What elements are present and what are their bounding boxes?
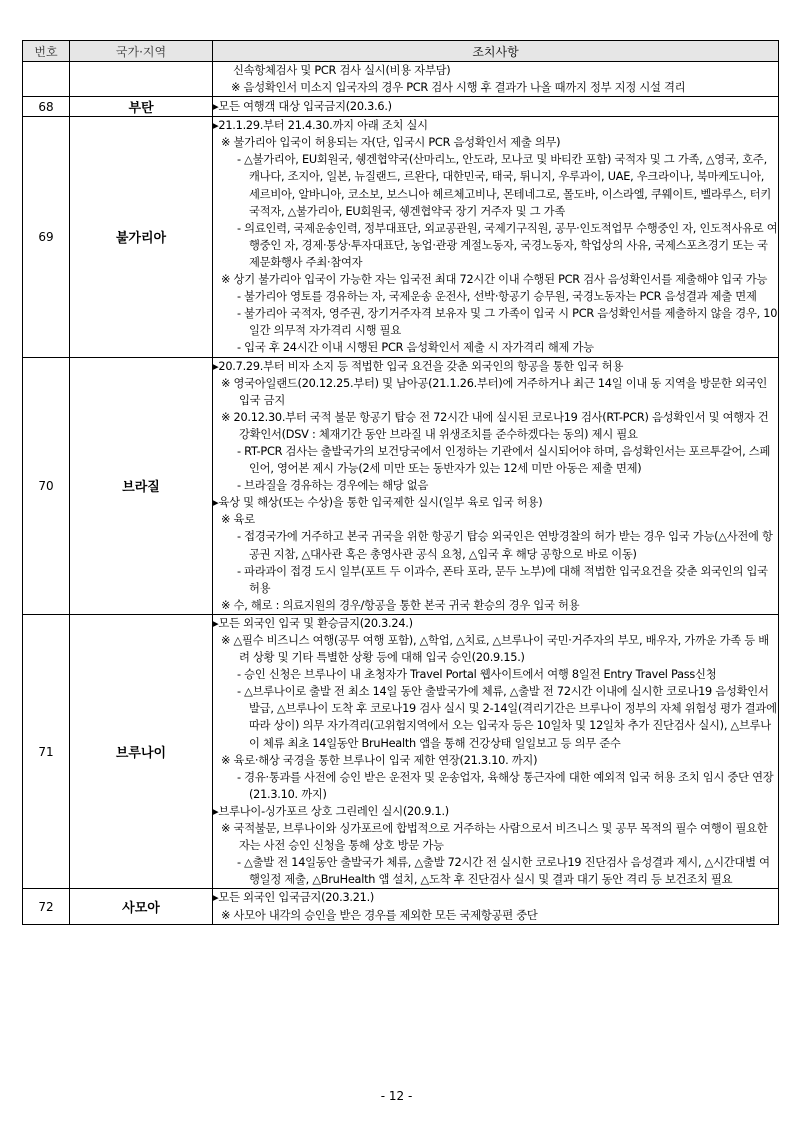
measure-line: ※ 사모아 내각의 승인을 받은 경우를 제외한 모든 국제항공편 중단 bbox=[221, 908, 538, 922]
header-number: 번호 bbox=[23, 41, 70, 62]
row-number: 71 bbox=[23, 614, 70, 889]
measure-line: - 입국 후 24시간 이내 시행된 PCR 음성확인서 제출 시 자가격리 해제 가능 bbox=[237, 341, 594, 355]
measure-line: - 승인 신청은 브루나이 내 초청자가 Travel Portal 웹사이트에서 여행 8일전 Entry Travel Pass신청 bbox=[237, 668, 717, 682]
row-number: 72 bbox=[23, 889, 70, 924]
measure-line: ▸20.7.29.부터 비자 소지 등 적법한 입국 요건을 갖춘 외국인의 항공을 통한 입국 허용 bbox=[213, 359, 624, 373]
table-row bbox=[23, 62, 779, 97]
measure-line: ※ 국적불문, 브루나이와 싱가포르에 합법적으로 거주하는 사람으로서 비즈니스 및 공무 목적의 필수 여행이 필요한 자는 사전 승인 신청을 통해 상호 방문 가능 bbox=[221, 822, 768, 853]
measure-line: ▸브루나이-싱가포르 상호 그린레인 실시(20.9.1.) bbox=[213, 804, 449, 818]
measure-line: - 파라과이 접경 도시 일부(포트 두 이과수, 폰타 포라, 문두 노부)에 대해 적법한 입국요건을 갖춘 외국인의 입국 허용 bbox=[237, 564, 768, 595]
row-measures bbox=[213, 97, 779, 117]
measure-line: - 의료인력, 국제운송인력, 정부대표단, 외교공관원, 국제기구직원, 공무·인도적업무 수행중인 자, 인도적사유로 여행중인 자, 경제·통상·투자대표단, 농업·관광 계절노동자, 국경노동자, 학업상의 사유, 국제스포츠경기 또는 국제문화행사 주최·참여자 bbox=[237, 221, 778, 269]
measure-line: ※ △필수 비즈니스 여행(공무 여행 포함), △학업, △치료, △브루나이 국민·거주자의 부모, 배우자, 가까운 가족 등 배려 상황 및 기타 특별한 상황 등에 대해 입국 승인(20.9.15.) bbox=[221, 634, 769, 665]
measures-table bbox=[22, 40, 779, 925]
table-row bbox=[23, 97, 779, 117]
measure-line: - RT-PCR 검사는 출발국가의 보건당국에서 인정하는 기관에서 실시되어야 하며, 음성확인서는 포르투갈어, 스페인어, 영어본 제시 가능(2세 미만 또는 동반자가 있는 12세 미만 아동은 제출 면제) bbox=[237, 444, 771, 476]
measure-line: ※ 영국아일랜드(20.12.25.부터) 및 남아공(21.1.26.부터)에 거주하거나 최근 14일 이내 동 지역을 방문한 외국인 입국 금지 bbox=[221, 376, 768, 407]
measure-line: ▸21.1.29.부터 21.4.30.까지 아래 조치 실시 bbox=[213, 119, 428, 133]
measure-line: ※ 육로 bbox=[221, 513, 255, 527]
row-number bbox=[23, 62, 70, 97]
row-country bbox=[70, 62, 213, 97]
table-row bbox=[23, 614, 779, 889]
row-number: 68 bbox=[23, 97, 70, 117]
measure-line: - △브루나이로 출발 전 최소 14일 동안 출발국가에 체류, △출발 전 72시간 이내에 실시한 코로나19 음성확인서 발급, △브루나이 도착 후 코로나19 검사 실시 및 2-14일(격리기간은 브루나이 정부의 자체 위험성 평가 결과에 따라 상이) 의무 자가격리(고위험지역에서 오는 입국자 등은 10일차 및 12일차 추가 진단검사 실시), △브루나이 체류 최초 14일동안 BruHealth 앱을 통해 건강상태 일일보고 등 의무 준수 bbox=[237, 685, 777, 750]
row-measures bbox=[213, 357, 779, 614]
row-country: 브라질 bbox=[70, 357, 213, 614]
row-country: 브루나이 bbox=[70, 614, 213, 889]
row-number: 69 bbox=[23, 117, 70, 357]
measure-line: - 불가리아 영토를 경유하는 자, 국제운송 운전사, 선박·항공기 승무원, 국경노동자는 PCR 음성결과 제출 면제 bbox=[237, 290, 757, 304]
table-row bbox=[23, 889, 779, 924]
table-header-row bbox=[23, 41, 779, 62]
table-body bbox=[23, 62, 779, 925]
measure-line: - △불가리아, EU회원국, 쉥겐협약국(산마리노, 안도라, 모나코 및 바티칸 포함) 국적자 및 그 가족, △영국, 호주, 캐나다, 조지아, 일본, 뉴질랜드, 르완다, 대한민국, 태국, 튀니지, 우루과이, UAE, 우크라이나, 북마케도니아, 세르비아, 알바니아, 코소보, 보스니아 헤르체고비나, 몬테네그로, 몰도바, 이스라엘, 쿠웨이트, 벨라루스, 터키 국적자, △불가리아, EU회원국, 쉥겐협약국 장기 거주자 및 그 가족 bbox=[237, 153, 771, 218]
measure-line: ※ 육로·해상 국경을 통한 브루나이 입국 제한 연장(21.3.10. 까지) bbox=[221, 753, 538, 767]
measure-line: ※ 20.12.30.부터 국적 불문 항공기 탑승 전 72시간 내에 실시된 코로나19 검사(RT-PCR) 음성확인서 및 여행자 건강확인서(DSV : 체재기간 동안 브라질 내 위생조치를 준수하겠다는 동의) 제시 필요 bbox=[221, 410, 769, 441]
measure-line: - △출발 전 14일동안 출발국가 체류, △출발 72시간 전 실시한 코로나19 진단검사 음성결과 제시, △시간대별 여행일정 제출, △BruHealth 앱 설치, △도착 후 진단검사 실시 및 결과 대기 동안 격리 등 보건조치 필요 bbox=[237, 856, 770, 887]
header-country: 국가·지역 bbox=[70, 41, 213, 62]
measure-line: ▸모든 외국인 입국 및 환승금지(20.3.24.) bbox=[213, 616, 413, 630]
measure-line: ▸육상 및 해상(또는 수상)을 통한 입국제한 실시(일부 육로 입국 허용) bbox=[213, 496, 543, 510]
measure-line: ※ 상기 불가리아 입국이 가능한 자는 입국전 최대 72시간 이내 수행된 PCR 검사 음성확인서를 제출해야 입국 가능 bbox=[221, 273, 768, 287]
page-number: - 12 - bbox=[380, 1089, 413, 1103]
row-country: 부탄 bbox=[70, 97, 213, 117]
measure-line: ▸모든 여행객 대상 입국금지(20.3.6.) bbox=[213, 100, 392, 114]
measure-line: - 경유·통과를 사전에 승인 받은 운전자 및 운송업자, 육해상 통근자에 대한 예외적 입국 허용 조치 임시 중단 연장(21.3.10. 까지) bbox=[237, 770, 774, 801]
table-row bbox=[23, 357, 779, 614]
row-country: 불가리아 bbox=[70, 117, 213, 357]
measure-line: ※ 수, 해로 : 의료지원의 경우/항공을 통한 본국 귀국 환승의 경우 입국 허용 bbox=[221, 598, 580, 612]
row-measures bbox=[213, 889, 779, 924]
measure-line: ※ 불가리아 입국이 허용되는 자(단, 입국시 PCR 음성확인서 제출 의무) bbox=[221, 136, 561, 150]
row-measures bbox=[213, 614, 779, 889]
measure-line: ※ 음성확인서 미소지 입국자의 경우 PCR 검사 시행 후 결과가 나올 때까지 정부 지정 시설 격리 bbox=[231, 81, 686, 95]
measure-line: 신속항체검사 및 PCR 검사 실시(비용 자부담) bbox=[233, 64, 451, 77]
measure-line: - 브라질을 경유하는 경우에는 해당 없음 bbox=[237, 479, 429, 493]
row-measures bbox=[213, 117, 779, 357]
row-country: 사모아 bbox=[70, 889, 213, 924]
measure-line: - 접경국가에 거주하고 본국 귀국을 위한 항공기 탑승 외국인은 연방경찰의 허가 받는 경우 입국 가능(△사전에 항공권 지참, △대사관 혹은 총영사관 공식 요청, △입국 후 해당 공항으로 바로 이동) bbox=[237, 530, 773, 561]
header-measures: 조치사항 bbox=[213, 41, 779, 62]
table-row bbox=[23, 117, 779, 357]
row-measures bbox=[213, 62, 779, 97]
measure-line: - 불가리아 국적자, 영주권, 장기거주자격 보유자 및 그 가족이 입국 시 PCR 음성확인서를 제출하지 않을 경우, 10일간 의무적 자가격리 시행 필요 bbox=[237, 307, 778, 338]
measure-line: ▸모든 외국인 입국금지(20.3.21.) bbox=[213, 891, 375, 905]
row-number: 70 bbox=[23, 357, 70, 614]
